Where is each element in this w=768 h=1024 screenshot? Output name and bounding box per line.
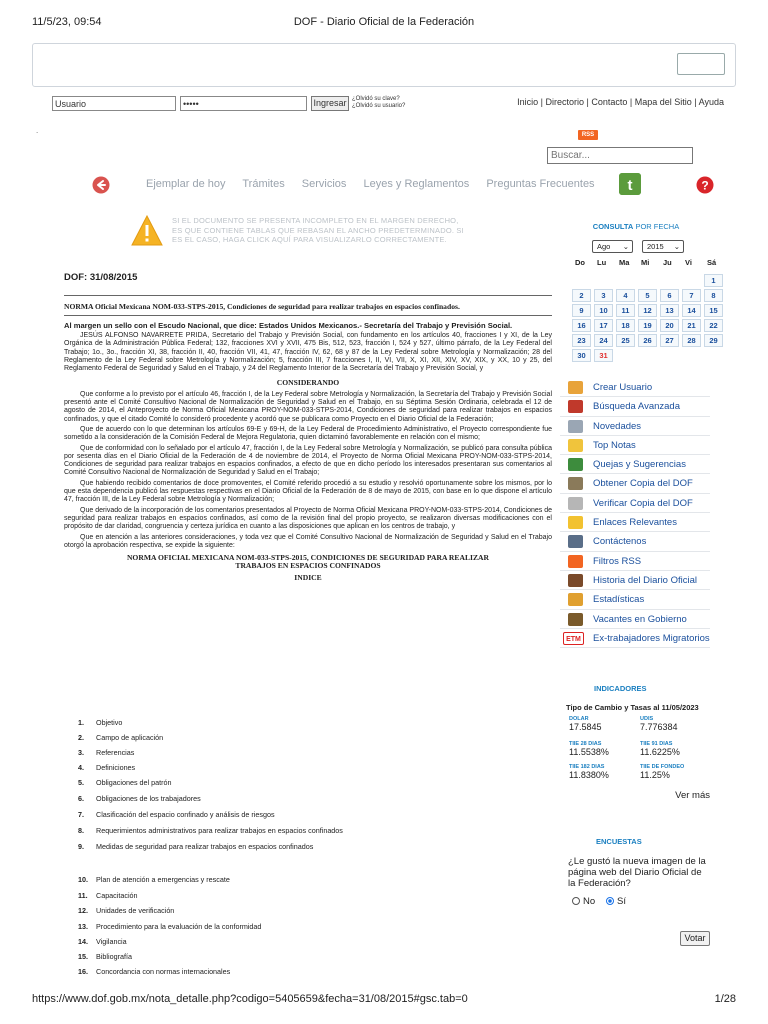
index-item-number: 10. bbox=[78, 875, 88, 884]
paragraph-6: Que derivado de la incorporación de los comentarios presentados al Proyecto de Norma Oficial Mexicana PROY-NOM-033-STPS-2014, Condiciones de seguridad para realizar trabajos en espacios confinados, así como de la revisión final del propio proyecto, se realizaron diversas modificaciones con el propósito de dar claridad, congruencia y certeza jurídica en cuanto a las disposiciones que aplican en los centros de trabajo, y bbox=[64, 506, 552, 531]
menu-item[interactable] bbox=[560, 590, 710, 609]
banner-button[interactable] bbox=[677, 53, 725, 75]
forgot-links bbox=[352, 96, 405, 110]
index-item-number: 15. bbox=[78, 952, 88, 961]
norma-title-2: TRABAJOS EN ESPACIOS CONFINADOS bbox=[235, 561, 381, 571]
year-select[interactable] bbox=[642, 240, 684, 253]
menu-item-label: Contáctenos bbox=[593, 536, 647, 548]
password-input[interactable] bbox=[180, 96, 307, 111]
warning-line-3: ES EL CASO, HAGA CLICK AQUÍ PARA VISUALIZARLO CORRECTAMENTE. bbox=[172, 235, 447, 244]
dof-date: DOF: 31/08/2015 bbox=[64, 272, 138, 283]
calendar-day[interactable]: 23 bbox=[572, 334, 591, 347]
rate-label: TIIE 91 DIAS bbox=[640, 741, 673, 747]
print-title: DOF - Diario Oficial de la Federación bbox=[293, 16, 475, 28]
calendar-day[interactable]: 25 bbox=[616, 334, 635, 347]
index-item-text: Plan de atención a emergencias y rescate bbox=[96, 875, 230, 884]
considerando-heading: CONSIDERANDO bbox=[276, 378, 340, 388]
calendar-day[interactable]: 12 bbox=[638, 304, 657, 317]
book-icon bbox=[568, 477, 583, 490]
stray-dot: . bbox=[36, 126, 39, 135]
calendar-day[interactable]: 4 bbox=[616, 289, 635, 302]
forgot-user-link[interactable]: ¿Olvidó su usuario? bbox=[352, 103, 406, 109]
menu-item[interactable] bbox=[560, 378, 710, 397]
menu-item[interactable] bbox=[560, 610, 710, 629]
vote-button[interactable]: Votar bbox=[680, 931, 710, 946]
article-title: NORMA Oficial Mexicana NOM-033-STPS-2015, Condiciones de seguridad para realizar trabajos en espacios confinados. bbox=[64, 295, 552, 316]
rate-value: 11.8380% bbox=[569, 770, 609, 780]
top-banner bbox=[32, 43, 736, 87]
menu-item-label: Ex-trabajadores Migratorios bbox=[593, 632, 710, 644]
date-calendar bbox=[562, 216, 718, 366]
link-inicio[interactable]: Inicio bbox=[517, 97, 539, 107]
index-item-text: Definiciones bbox=[96, 763, 136, 772]
index-item bbox=[78, 733, 163, 742]
index-item-number: 14. bbox=[78, 937, 88, 946]
svg-text:?: ? bbox=[701, 178, 709, 193]
index-item bbox=[78, 906, 174, 915]
index-item-text: Campo de aplicación bbox=[96, 733, 164, 742]
menu-item[interactable] bbox=[560, 417, 710, 436]
month-select[interactable] bbox=[592, 240, 633, 253]
incomplete-doc-warning[interactable] bbox=[128, 212, 480, 252]
index-item-number: 13. bbox=[78, 922, 88, 931]
index-item-number: 16. bbox=[78, 967, 88, 976]
rate-dolar bbox=[569, 716, 602, 732]
poll-panel bbox=[560, 828, 710, 956]
index-item bbox=[78, 922, 261, 931]
calendar-day[interactable]: 13 bbox=[660, 304, 679, 317]
calendar-heading bbox=[562, 222, 710, 231]
link-directorio[interactable]: Directorio bbox=[545, 97, 585, 107]
margin-note: Al margen un sello con el Escudo Nacional, que dice: Estados Unidos Mexicanos.- Secretaría del Trabajo y Previsión Social. bbox=[64, 321, 513, 330]
chevron-down-icon: ⌄ bbox=[622, 242, 629, 251]
index-item-number: 11. bbox=[78, 891, 88, 900]
menu-item[interactable] bbox=[560, 571, 710, 590]
menu-item-label: Filtros RSS bbox=[593, 555, 642, 567]
calendar-day[interactable]: 20 bbox=[660, 319, 679, 332]
index-item bbox=[78, 718, 122, 727]
indicators-panel bbox=[560, 678, 710, 804]
index-item bbox=[78, 842, 313, 851]
paragraph-4: Que de conformidad con lo señalado por el artículo 47, fracción I, de la Ley Federal sobre Metrología y Normalización, se publicó para consulta pública por sesenta días en el Diario Oficial de la Federación de 4 de noviembre de 2014, el Proyecto de Norma Oficial Mexicana PROY-NOM-033-STPS-2014, Condiciones de seguridad para realizar trabajos en espacios confinados, a efecto de que en dicho período los interesados presentaran sus comentarios al Comité Consultivo Nacional de Normalización de Seguridad y Salud en el Trabajo; bbox=[64, 444, 552, 477]
paragraph-7: Que en atención a las anteriores consideraciones, y toda vez que el Comité Consultivo Nacional de Normalización de Seguridad y Salud en el Trabajo otorgó la aprobación respectiva, se expide la siguiente: bbox=[64, 533, 552, 549]
print-url: https://www.dof.gob.mx/nota_detalle.php?codigo=5405659&fecha=31/08/2015#gsc.tab=0 bbox=[32, 993, 468, 1005]
check-doc-icon bbox=[568, 497, 583, 510]
index-item-text: Obligaciones de los trabajadores bbox=[96, 794, 201, 803]
rate-label: TIIE DE FONDEO bbox=[640, 764, 685, 770]
nav-servicios[interactable]: Servicios bbox=[301, 178, 347, 190]
rate-tiie-91 bbox=[640, 741, 680, 757]
poll-option-si[interactable] bbox=[606, 896, 626, 907]
menu-item[interactable] bbox=[560, 397, 710, 416]
warning-line-2: ES QUE CONTIENE TABLAS QUE REBASAN EL ANCHO PREDETERMINADO. SI bbox=[172, 225, 464, 235]
contact-card-icon bbox=[568, 535, 583, 548]
paragraph-3: Que de acuerdo con lo que determinan los artículos 69-E y 69-H, de la Ley Federal de Procedimiento Administrativo, el Proyecto correspondiente fue sometido a la consideración de la Comisión Federal de Mejora Regulatoria, quien dictaminó favorablemente en relación con el mismo; bbox=[64, 425, 552, 442]
paragraph-1: JESÚS ALFONSO NAVARRETE PRIDA, Secretario del Trabajo y Previsión Social, con fundamento en los artículos 40, fracciones I y XI, de la Ley Orgánica de la Administración Pública Federal; 132, fracciones XVI y XVII, 475 Bis, 512, 523, fracción I, 524 y 527, último párrafo, de la Ley Federal del Trabajo; 1o., 3o., fracción XI, 38, fracción II, 40, fracción VII, 41, 47, fracción IV, 62, 68 y 87 de la Ley Federal sobre Metrología y Normalización; 28 del Reglamento de la Ley Federal sobre Metrología y Normalización; 5, fracción III, 7 fracciones I, II, VI, VII, X, XI, XII, XIV, XV, XIX, y XX, 10 y 25, del Reglamento Federal de Seguridad y Salud en el Trabajo, y 24 del Reglamento Interior de la Secretaría del Trabajo y Previsión Social, y bbox=[64, 332, 552, 373]
rate-value: 11.25% bbox=[640, 770, 670, 780]
briefcase-icon bbox=[568, 613, 583, 626]
calendar-day[interactable]: 21 bbox=[682, 319, 701, 332]
rate-value: 11.6225% bbox=[640, 747, 680, 757]
menu-item[interactable] bbox=[560, 474, 710, 493]
menu-item-label: Novedades bbox=[593, 420, 642, 432]
calendar-day[interactable]: 5 bbox=[638, 289, 657, 302]
rate-tiie-28 bbox=[569, 741, 609, 757]
link-mapa-sitio[interactable]: Mapa del Sitio bbox=[634, 97, 692, 107]
month-value: Ago bbox=[597, 242, 611, 251]
index-item-number: 5. bbox=[78, 778, 84, 787]
twitter-icon[interactable] bbox=[619, 173, 641, 195]
nav-tramites[interactable]: Trámites bbox=[242, 178, 285, 190]
index-item-text: Concordancia con normas internacionales bbox=[96, 967, 231, 976]
index-item-number: 1. bbox=[78, 718, 84, 727]
index-item-number: 2. bbox=[78, 733, 84, 742]
radio-unchecked-icon bbox=[572, 897, 580, 905]
index-item-text: Vigilancia bbox=[96, 937, 127, 946]
index-item-number: 7. bbox=[78, 810, 84, 819]
index-item-number: 3. bbox=[78, 748, 84, 757]
index-item-text: Obligaciones del patrón bbox=[96, 778, 172, 787]
menu-item[interactable] bbox=[560, 629, 710, 648]
index-item bbox=[78, 967, 230, 976]
calendar-day[interactable]: 28 bbox=[682, 334, 701, 347]
poll-heading: ENCUESTAS bbox=[596, 837, 642, 846]
menu-item[interactable] bbox=[560, 552, 710, 571]
paragraph-2: Que conforme a lo previsto por el artículo 46, fracción I, de la Ley Federal sobre Metrología y Normalización, la Secretaría del Trabajo y Previsión Social presentó ante el Comité Consultivo Nacional de Normalización de Seguridad y Salud en el Trabajo, en su Séptima Sesión Ordinaria, celebrada el 12 de agosto de 2014, el Anteproyecto de Norma Oficial Mexicana PROY-NOM-033-STPS-2014, Condiciones de seguridad para realizar trabajos en espacios confinados, y que el citado Comité lo consideró procedente y acordó que se publicara como Proyecto en el Diario Oficial de la Federación; bbox=[64, 390, 552, 423]
calendar-day[interactable]: 15 bbox=[704, 304, 723, 317]
calendar-day[interactable]: 22 bbox=[704, 319, 723, 332]
calendar-day[interactable]: 6 bbox=[660, 289, 679, 302]
calendar-day[interactable]: 9 bbox=[572, 304, 591, 317]
rate-value: 17.5845 bbox=[569, 722, 602, 732]
poll-option-no-label: No bbox=[583, 896, 596, 907]
star-doc-icon bbox=[568, 439, 583, 452]
chat-icon bbox=[568, 458, 583, 471]
search-icon bbox=[568, 400, 583, 413]
index-item bbox=[78, 826, 343, 835]
calendar-day[interactable]: 18 bbox=[616, 319, 635, 332]
calendar-heading-sub: POR FECHA bbox=[635, 222, 680, 231]
rate-udis bbox=[640, 716, 678, 732]
calendar-day[interactable]: 24 bbox=[594, 334, 613, 347]
weekday-label: Vi bbox=[685, 258, 692, 267]
print-datetime: 11/5/23, 09:54 bbox=[32, 16, 102, 28]
index-item bbox=[78, 763, 135, 772]
rate-value: 7.776384 bbox=[640, 722, 678, 732]
poll-question: ¿Le gustó la nueva imagen de la página web del Diario Oficial de la Federación? bbox=[568, 856, 706, 889]
calendar-day[interactable]: 16 bbox=[572, 319, 591, 332]
year-value: 2015 bbox=[647, 242, 664, 251]
calendar-heading-main: CONSULTA bbox=[592, 222, 634, 231]
index-item bbox=[78, 778, 172, 787]
paragraph-5: Que habiendo recibido comentarios de doce promoventes, el Comité referido procedió a su estudio y resolvió oportunamente sobre los mismos, por lo que esta dependencia publicó las respuestas respectivas en el Diario Oficial de la Federación de 8 de mayo de 2015, con base en lo que dispone el artículo 47, fracción III, de la Ley Federal sobre Metrología y Normalización; bbox=[64, 479, 552, 504]
rss-badge[interactable]: RSS bbox=[578, 130, 598, 140]
print-page-number: 1/28 bbox=[714, 993, 736, 1005]
index-item-text: Bibliografía bbox=[96, 952, 132, 961]
ver-mas-link[interactable]: Ver más bbox=[675, 790, 710, 801]
weekday-label: Ju bbox=[663, 258, 672, 267]
calendar-day[interactable]: 14 bbox=[682, 304, 701, 317]
article-body bbox=[64, 295, 552, 582]
search-input[interactable] bbox=[547, 147, 693, 164]
index-item bbox=[78, 810, 275, 819]
menu-item-label: Top Notas bbox=[593, 439, 636, 451]
rate-label: DOLAR bbox=[569, 716, 589, 722]
calendar-day[interactable]: 27 bbox=[660, 334, 679, 347]
index-item-text: Unidades de verificación bbox=[96, 906, 175, 915]
link-contacto[interactable]: Contacto bbox=[591, 97, 628, 107]
news-icon bbox=[568, 420, 583, 433]
menu-item-label: Obtener Copia del DOF bbox=[593, 478, 693, 490]
calendar-day[interactable]: 19 bbox=[638, 319, 657, 332]
forgot-password-link[interactable]: ¿Olvidó su clave? bbox=[352, 96, 400, 102]
poll-option-no[interactable] bbox=[572, 896, 595, 907]
calendar-day[interactable]: 7 bbox=[682, 289, 701, 302]
rate-label: UDIS bbox=[640, 716, 654, 722]
warning-line-1: SI EL DOCUMENTO SE PRESENTA INCOMPLETO EN EL MARGEN DERECHO, bbox=[172, 216, 459, 225]
link-ayuda[interactable]: Ayuda bbox=[698, 97, 724, 107]
index-item bbox=[78, 748, 134, 757]
menu-item[interactable] bbox=[560, 455, 710, 474]
menu-item[interactable] bbox=[560, 494, 710, 513]
index-item-text: Medidas de seguridad para realizar trabajos en espacios confinados bbox=[96, 842, 314, 851]
index-item bbox=[78, 875, 230, 884]
menu-item-label: Enlaces Relevantes bbox=[593, 517, 677, 529]
rate-label: TIIE 28 DIAS bbox=[569, 741, 602, 747]
index-item-number: 8. bbox=[78, 826, 84, 835]
menu-item-label: Búsqueda Avanzada bbox=[593, 401, 680, 413]
rate-label: TIIE 182 DIAS bbox=[569, 764, 605, 770]
index-item-number: 12. bbox=[78, 906, 88, 915]
menu-item-label: Verificar Copia del DOF bbox=[593, 497, 693, 509]
user-add-icon bbox=[568, 381, 583, 394]
weekday-label: Sá bbox=[707, 258, 717, 267]
indicators-subtitle: Tipo de Cambio y Tasas al 11/05/2023 bbox=[566, 703, 699, 712]
print-header bbox=[32, 16, 736, 32]
index-item-text: Referencias bbox=[96, 748, 135, 757]
index-item-text: Requerimientos administrativos para realizar trabajos en espacios confinados bbox=[96, 826, 343, 835]
login-button[interactable]: Ingresar bbox=[311, 96, 349, 111]
index-item-number: 9. bbox=[78, 842, 84, 851]
index-item bbox=[78, 891, 138, 900]
calendar-day[interactable]: 31 bbox=[594, 349, 613, 362]
calendar-day[interactable]: 30 bbox=[572, 349, 591, 362]
history-book-icon bbox=[568, 574, 583, 587]
rate-tiie-182 bbox=[569, 764, 609, 780]
poll-option-si-label: Sí bbox=[617, 896, 626, 907]
weekday-label: Ma bbox=[619, 258, 630, 267]
warning-icon bbox=[130, 214, 164, 248]
rate-tiie-fondeo bbox=[640, 764, 684, 780]
weekday-label: Lu bbox=[597, 258, 607, 267]
calendar-day[interactable]: 26 bbox=[638, 334, 657, 347]
calendar-day[interactable]: 3 bbox=[594, 289, 613, 302]
top-links: Inicio | Directorio | Contacto | Mapa del Sitio | Ayuda bbox=[517, 97, 724, 107]
menu-item-label: Historia del Diario Oficial bbox=[593, 574, 698, 586]
index-item-text: Clasificación del espacio confinado y análisis de riesgos bbox=[96, 810, 275, 819]
menu-item[interactable] bbox=[560, 436, 710, 455]
rss-icon bbox=[568, 555, 583, 568]
norma-title-1: NORMA OFICIAL MEXICANA NOM-033-STPS-2015, CONDICIONES DE SEGURIDAD PARA REALIZAR bbox=[126, 553, 490, 563]
menu-item-label: Quejas y Sugerencias bbox=[593, 459, 686, 471]
svg-text:t: t bbox=[627, 177, 633, 194]
indicators-heading: INDICADORES bbox=[594, 684, 647, 693]
username-input[interactable] bbox=[52, 96, 176, 111]
calendar-day[interactable]: 8 bbox=[704, 289, 723, 302]
star-icon bbox=[568, 516, 583, 529]
menu-item[interactable] bbox=[560, 532, 710, 551]
calendar-day[interactable]: 1 bbox=[704, 274, 723, 287]
help-icon[interactable] bbox=[696, 176, 714, 194]
rate-value: 11.5538% bbox=[569, 747, 609, 757]
indice-heading: INDICE bbox=[294, 572, 322, 582]
chevron-down-icon: ⌄ bbox=[673, 242, 680, 251]
calendar-day[interactable]: 11 bbox=[616, 304, 635, 317]
index-item-number: 4. bbox=[78, 763, 84, 772]
index-item-text: Objetivo bbox=[96, 718, 123, 727]
nav-ejemplar-hoy[interactable]: Ejemplar de hoy bbox=[146, 178, 226, 190]
side-menu bbox=[560, 378, 710, 648]
index-item bbox=[78, 794, 201, 803]
nav-leyes-reglamentos[interactable]: Leyes y Reglamentos bbox=[363, 178, 470, 190]
menu-item-label: Estadísticas bbox=[593, 594, 645, 606]
calendar-day[interactable]: 2 bbox=[572, 289, 591, 302]
bar-chart-icon bbox=[568, 593, 583, 606]
main-nav bbox=[92, 170, 722, 200]
back-arrow-icon[interactable] bbox=[92, 176, 110, 194]
menu-item-label: Crear Usuario bbox=[593, 382, 653, 393]
calendar-day[interactable]: 29 bbox=[704, 334, 723, 347]
index-item bbox=[78, 937, 127, 946]
calendar-day[interactable]: 17 bbox=[594, 319, 613, 332]
index-item-text: Capacitación bbox=[96, 891, 138, 900]
menu-item-label: Vacantes en Gobierno bbox=[593, 613, 687, 625]
index-item-number: 6. bbox=[78, 794, 84, 803]
weekday-label: Do bbox=[575, 258, 585, 267]
nav-preguntas-frecuentes[interactable]: Preguntas Frecuentes bbox=[486, 178, 595, 190]
calendar-day[interactable]: 10 bbox=[594, 304, 613, 317]
menu-item[interactable] bbox=[560, 513, 710, 532]
radio-checked-icon bbox=[606, 897, 614, 905]
etm-icon: ETM bbox=[563, 632, 584, 645]
print-footer bbox=[32, 993, 736, 1009]
index-item bbox=[78, 952, 132, 961]
index-item-text: Procedimiento para la evaluación de la conformidad bbox=[96, 922, 262, 931]
weekday-label: Mi bbox=[641, 258, 650, 267]
